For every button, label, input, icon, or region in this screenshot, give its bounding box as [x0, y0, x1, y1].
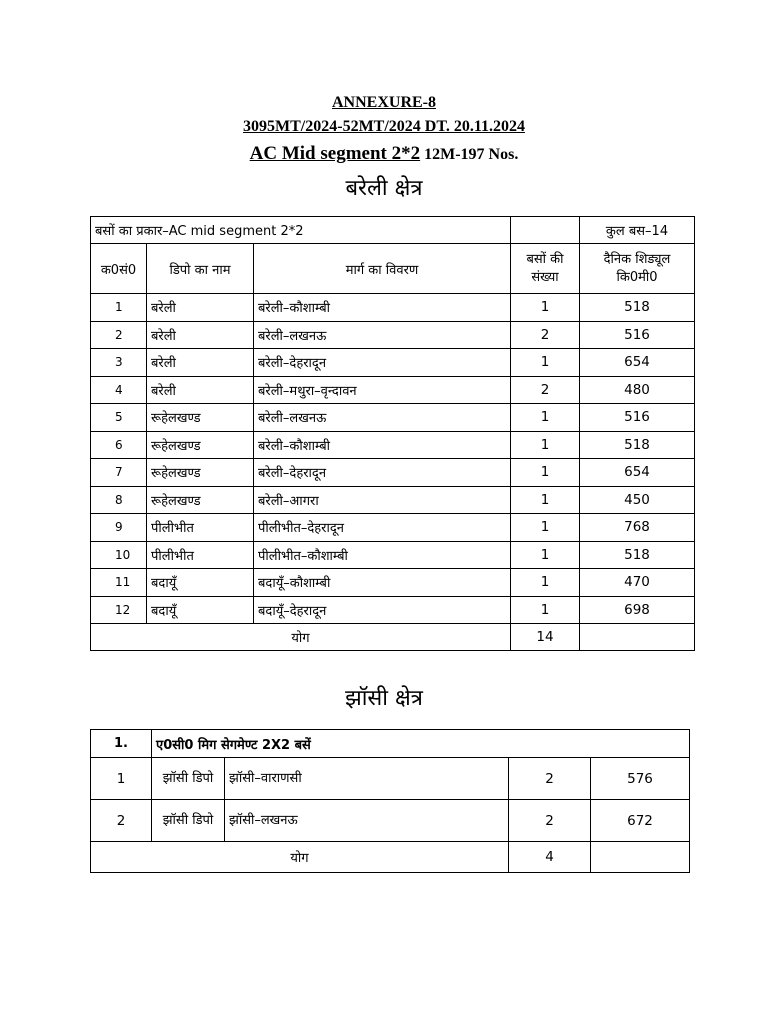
depot-name: रूहेलखण्ड [147, 431, 254, 459]
serial-number: 10 [91, 541, 147, 569]
daily-km: 654 [580, 459, 695, 487]
depot-name: रूहेलखण्ड [147, 459, 254, 487]
group-header-row [91, 730, 690, 758]
route-description: बरेली–आगरा [254, 486, 511, 514]
bus-type-label: बसों का प्रकार–AC mid segment 2*2 [91, 217, 511, 244]
daily-km: 450 [580, 486, 695, 514]
daily-km: 768 [580, 514, 695, 542]
route-description: बरेली–देहरादून [254, 459, 511, 487]
daily-km: 672 [591, 800, 690, 842]
table-row [91, 800, 690, 842]
bus-count: 1 [511, 459, 580, 487]
daily-km: 480 [580, 376, 695, 404]
col-header-buses: बसों की संख्या [511, 244, 580, 294]
route-description: पीलीभीत–कौशाम्बी [254, 541, 511, 569]
bus-count: 1 [511, 486, 580, 514]
empty-cell [580, 624, 695, 651]
route-description: पीलीभीत–देहरादून [254, 514, 511, 542]
route-description: बरेली–लखनऊ [254, 321, 511, 349]
bus-count: 2 [509, 758, 591, 800]
serial-number: 9 [91, 514, 147, 542]
route-description: बरेली–मथुरा–वृन्दावन [254, 376, 511, 404]
table-row [91, 431, 695, 459]
bus-count: 1 [511, 514, 580, 542]
depot-name: रूहेलखण्ड [147, 404, 254, 432]
total-label: योग [91, 842, 509, 873]
table-row [91, 404, 695, 432]
bus-count: 1 [511, 349, 580, 377]
col-header-sn: क0सं0 [91, 244, 147, 294]
total-label: योग [91, 624, 511, 651]
serial-number: 8 [91, 486, 147, 514]
serial-number: 5 [91, 404, 147, 432]
table-row [91, 459, 695, 487]
empty-cell [511, 217, 580, 244]
annexure-title: ANNEXURE-8 [332, 94, 436, 111]
depot-name: बरेली [147, 376, 254, 404]
route-description: बदायूँ–कौशाम्बी [254, 569, 511, 597]
total-buses-label: कुल बस–14 [580, 217, 695, 244]
daily-km: 518 [580, 541, 695, 569]
route-description: झॉसी–वाराणसी [225, 758, 509, 800]
depot-name: रूहेलखण्ड [147, 486, 254, 514]
serial-number: 4 [91, 376, 147, 404]
depot-name: बरेली [147, 349, 254, 377]
serial-number: 11 [91, 569, 147, 597]
table-body [91, 758, 690, 842]
bus-count: 1 [511, 596, 580, 624]
depot-name: पीलीभीत [147, 514, 254, 542]
serial-number: 1 [91, 758, 152, 800]
depot-name: झॉसी डिपो [152, 758, 225, 800]
total-buses-value: 4 [509, 842, 591, 873]
bus-count: 1 [511, 404, 580, 432]
table-row [91, 596, 695, 624]
depot-name: बदायूँ [147, 596, 254, 624]
col-header-depot: डिपो का नाम [147, 244, 254, 294]
table-row [91, 514, 695, 542]
daily-km: 516 [580, 321, 695, 349]
depot-name: झॉसी डिपो [152, 800, 225, 842]
daily-km: 516 [580, 404, 695, 432]
serial-number: 12 [91, 596, 147, 624]
route-description: बदायूँ–देहरादून [254, 596, 511, 624]
serial-number: 2 [91, 321, 147, 349]
table-row [91, 349, 695, 377]
route-description: बरेली–लखनऊ [254, 404, 511, 432]
serial-number: 6 [91, 431, 147, 459]
bareilly-bus-table [90, 216, 695, 651]
col-header-route: मार्ग का विवरण [254, 244, 511, 294]
table-header-row [91, 244, 695, 294]
daily-km: 654 [580, 349, 695, 377]
depot-name: बरेली [147, 294, 254, 322]
bus-count: 2 [511, 376, 580, 404]
group-label: ए0सी0 मिग सेगमेण्ट 2X2 बसें [152, 730, 690, 758]
route-description: बरेली–कौशाम्बी [254, 431, 511, 459]
table-row [91, 758, 690, 800]
daily-km: 518 [580, 431, 695, 459]
depot-name: बदायूँ [147, 569, 254, 597]
serial-number: 2 [91, 800, 152, 842]
segment-main: AC Mid segment 2*2 [249, 143, 421, 164]
segment-sub: 12M-197 Nos. [420, 146, 519, 163]
empty-cell [591, 842, 690, 873]
total-row [91, 842, 690, 873]
bus-count: 1 [511, 541, 580, 569]
total-row [91, 624, 695, 651]
depot-name: बरेली [147, 321, 254, 349]
table-type-row [91, 217, 695, 244]
table-body [91, 294, 695, 624]
table-row [91, 569, 695, 597]
table-row [91, 486, 695, 514]
jhansi-bus-table [90, 729, 690, 873]
group-number: 1. [91, 730, 152, 758]
route-description: बरेली–देहरादून [254, 349, 511, 377]
bus-count: 2 [511, 321, 580, 349]
route-description: झॉसी–लखनऊ [225, 800, 509, 842]
region-title-bareilly: बरेली क्षेत्र [345, 176, 423, 201]
reference-number: 3095MT/2024-52MT/2024 DT. 20.11.2024 [243, 118, 525, 135]
table-row [91, 541, 695, 569]
table-row [91, 294, 695, 322]
segment-title [0, 143, 768, 165]
region-title-jhansi: झॉसी क्षेत्र [345, 686, 423, 711]
daily-km: 470 [580, 569, 695, 597]
depot-name: पीलीभीत [147, 541, 254, 569]
col-header-km: दैनिक शिड्यूल कि0मी0 [580, 244, 695, 294]
route-description: बरेली–कौशाम्बी [254, 294, 511, 322]
table-row [91, 321, 695, 349]
table-row [91, 376, 695, 404]
daily-km: 576 [591, 758, 690, 800]
serial-number: 1 [91, 294, 147, 322]
serial-number: 7 [91, 459, 147, 487]
total-buses-value: 14 [511, 624, 580, 651]
bus-count: 2 [509, 800, 591, 842]
bus-count: 1 [511, 294, 580, 322]
daily-km: 518 [580, 294, 695, 322]
bus-count: 1 [511, 569, 580, 597]
bus-count: 1 [511, 431, 580, 459]
serial-number: 3 [91, 349, 147, 377]
daily-km: 698 [580, 596, 695, 624]
